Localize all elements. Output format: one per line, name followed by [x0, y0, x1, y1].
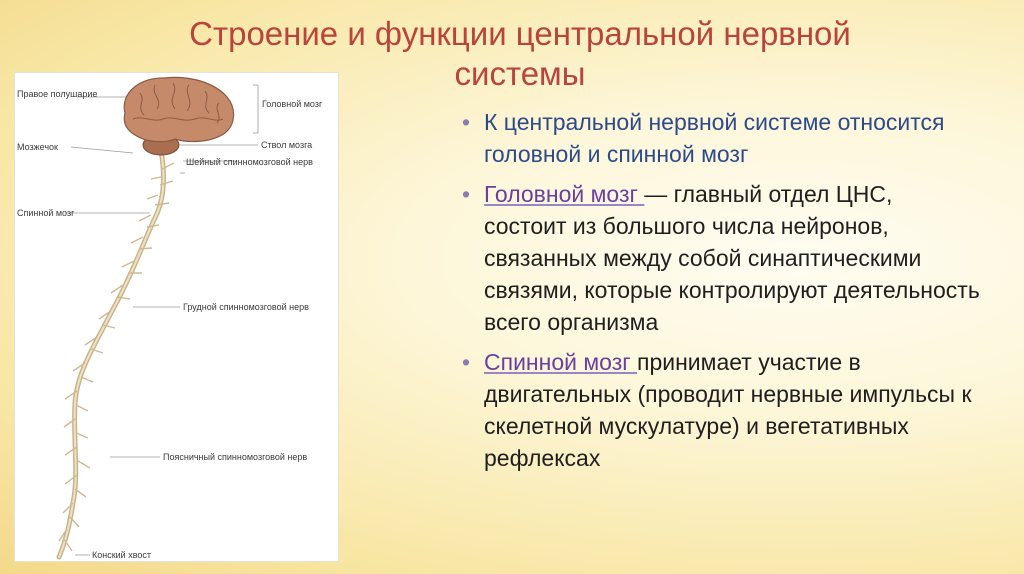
brain-link[interactable]: Головной мозг	[484, 181, 645, 207]
label-cauda-equina: Конский хвост	[92, 550, 152, 560]
label-cerebellum: Мозжечок	[17, 142, 58, 152]
bullet-dot: •	[462, 349, 471, 375]
label-thoracic-nerve: Грудной спинномозговой нерв	[183, 302, 309, 312]
label-lumbar-nerve: Поясничный спинномозговой нерв	[163, 452, 308, 462]
bullet-text: принимает участие в двигательных (проводит нервные импульсы к скелетной мускулатуре) и вегетативных рефлексах	[484, 349, 972, 471]
label-right-hemisphere: Правое полушарие	[17, 89, 98, 99]
bullet-dot: •	[462, 109, 471, 135]
bullet-text: — главный отдел ЦНС, состоит из большого числа нейронов, связанных между собой синаптическими связями, которые контролируют деятельность всего организма	[484, 181, 980, 335]
nervous-system-figure	[14, 72, 339, 562]
bullet-list	[460, 106, 980, 482]
bullet-item-cns	[460, 106, 980, 170]
spinal-cord-link[interactable]: Спинной мозг	[484, 349, 638, 375]
label-spinal-cord: Спинной мозг	[17, 208, 75, 218]
bullet-item-spinal-cord	[460, 346, 980, 474]
slide-title: Строение и функции центральной нервной системы	[189, 15, 851, 92]
label-cervical-nerve: Шейный спинномозговой нерв	[186, 157, 313, 167]
bullet-item-brain	[460, 178, 980, 338]
label-brain: Головной мозг	[262, 99, 323, 109]
bullet-dot: •	[462, 181, 471, 207]
bullet-text: К центральной нервной системе относится головной и спинной мозг	[484, 109, 945, 167]
label-brainstem: Ствол мозга	[261, 140, 313, 150]
